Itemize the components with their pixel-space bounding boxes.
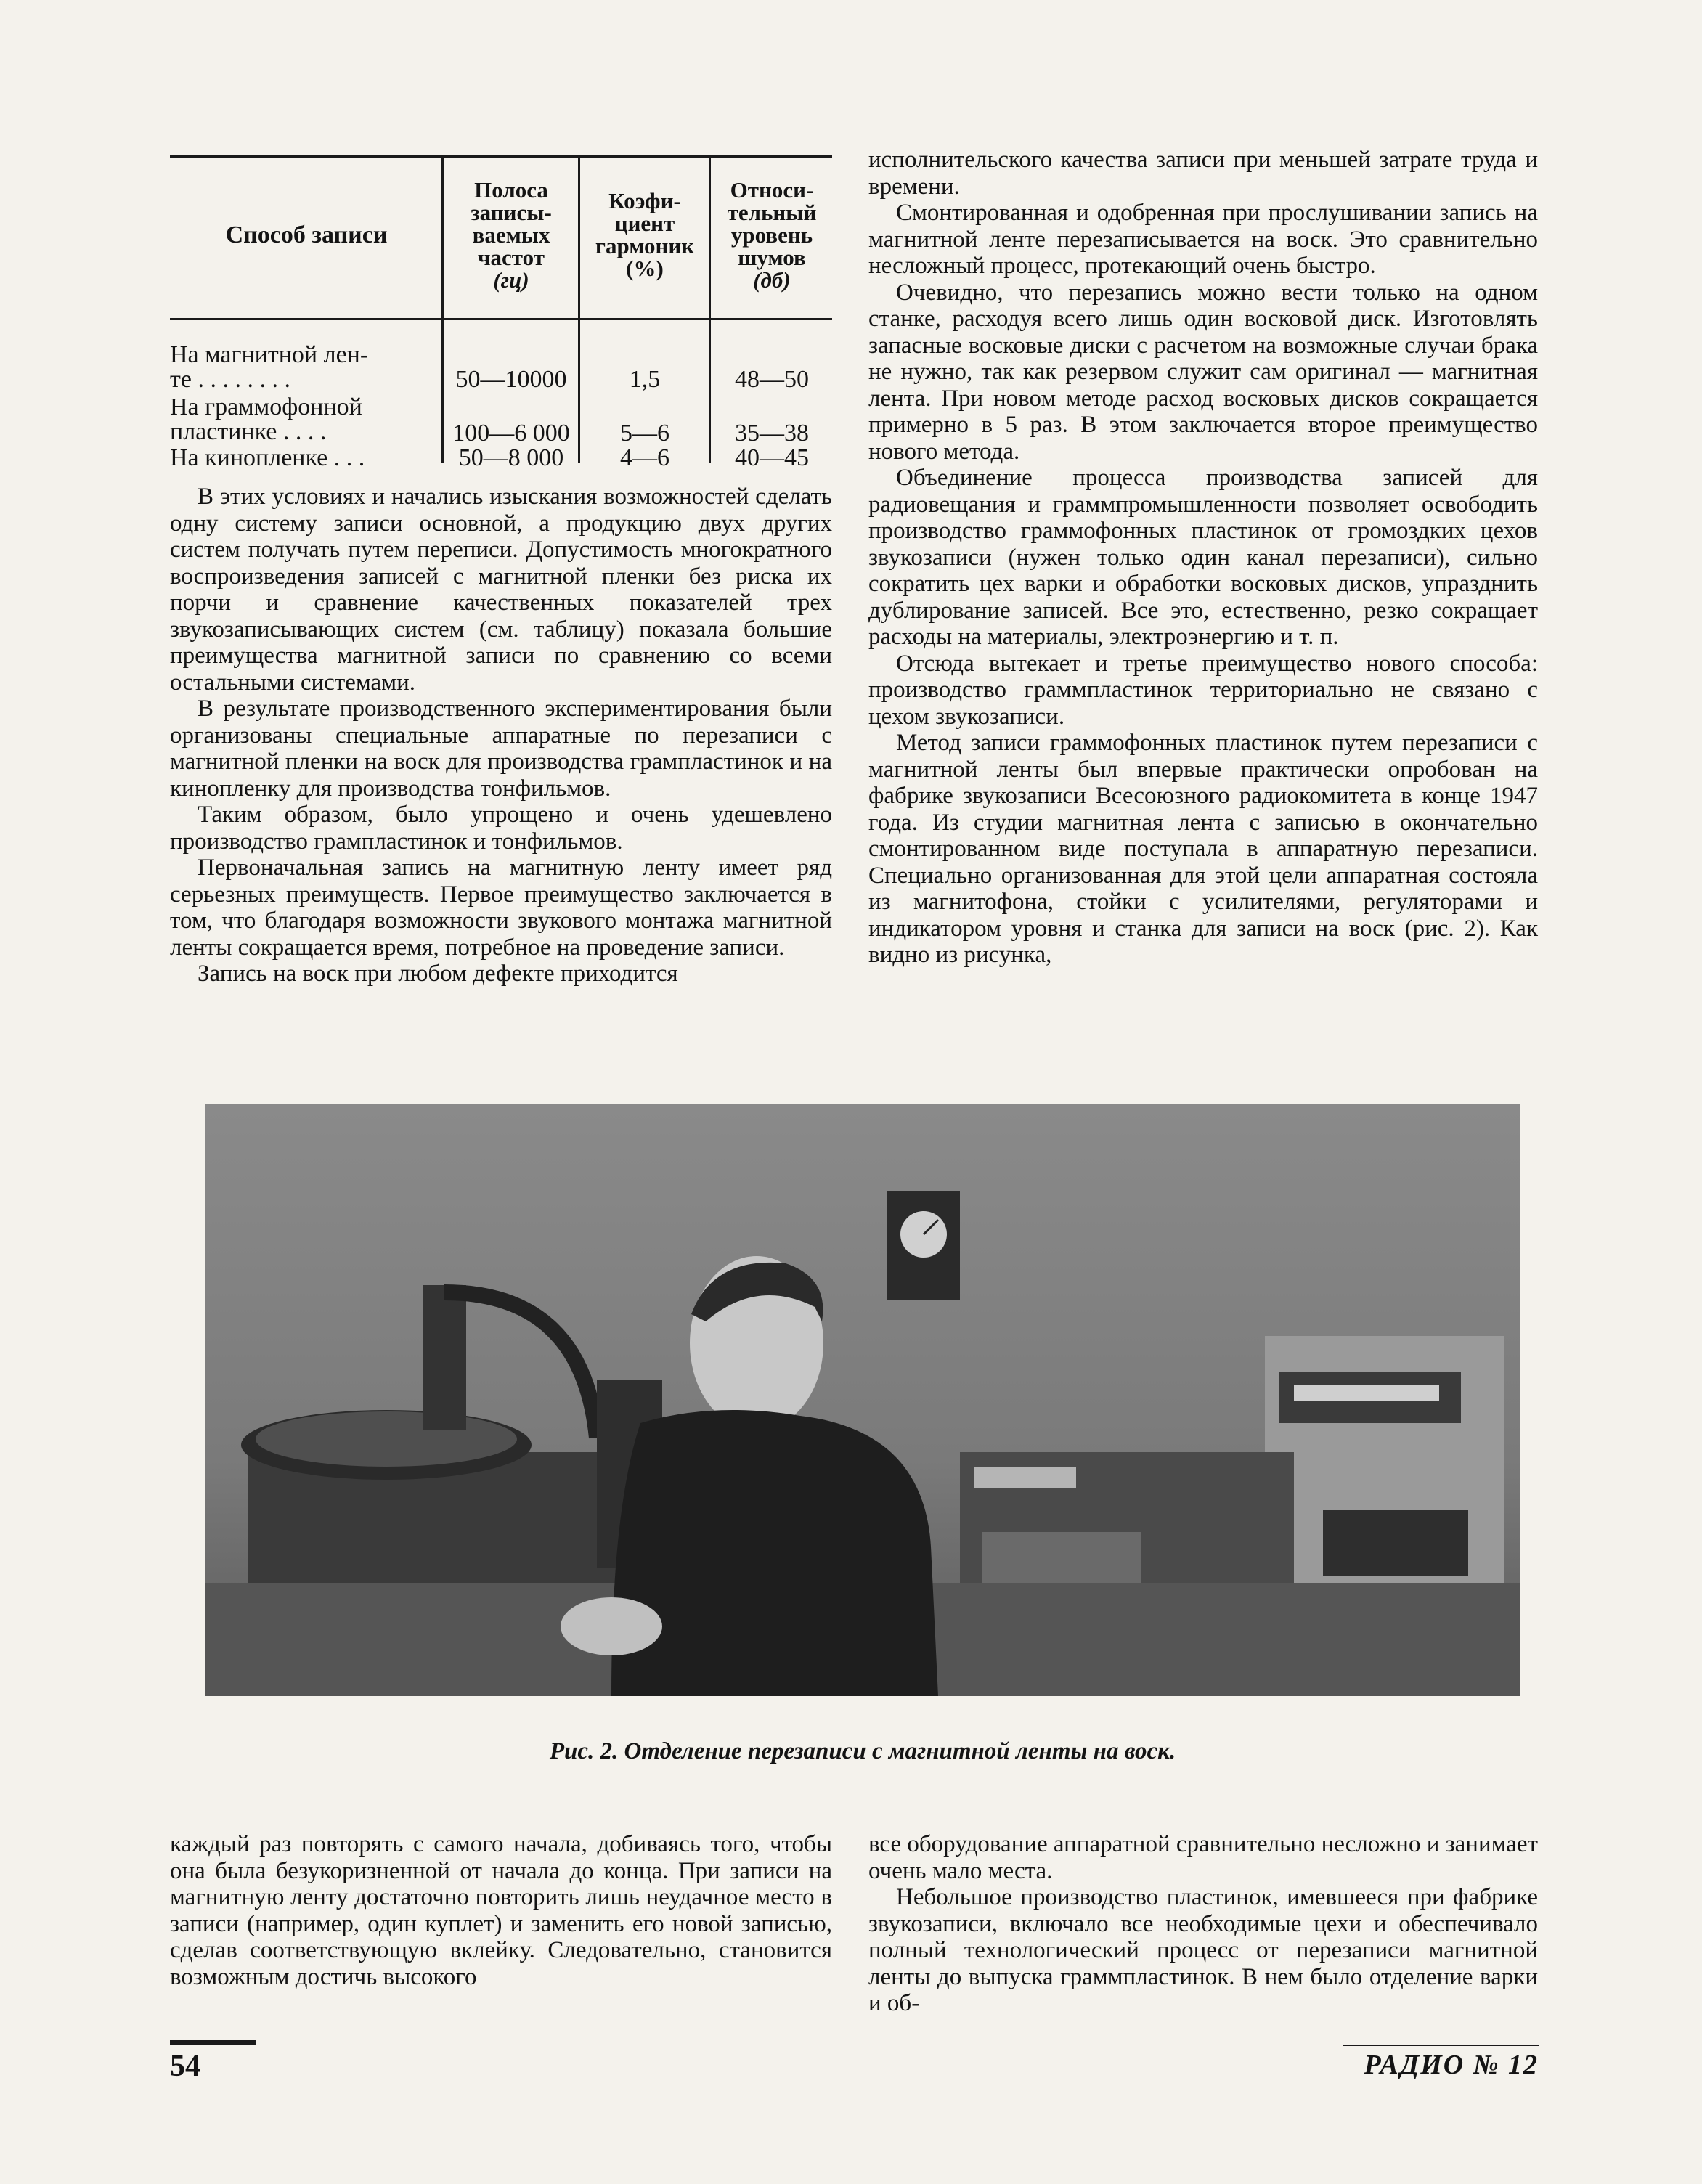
table-divider — [709, 158, 711, 463]
paragraph: исполнительского качества записи при меньшей затрате труда и времени. — [868, 147, 1538, 200]
paragraph: В этих условиях и начались изыскания возможностей сделать одну систему записи основной, а продукцию двух других систем получать путем переписи. Допустимость многократного воспроизведения записей с магнитной пленки без риска их порчи и сравнение качественных показателей трех звукозаписывающих систем (см. таблицу) показала большие преимущества магнитной записи по сравнению со всеми остальными системами. — [170, 484, 832, 696]
paragraph: Небольшое производство пластинок, имевшееся при фабрике звукозаписи, включало все необходимые цехи и обеспечивало полный технологический процесс от перезаписи магнитной ленты до выпуска граммпластинок. В нем было отделение варки и об- — [868, 1884, 1538, 2016]
paragraph: Отсюда вытекает и третье преимущество нового способа: производство граммпластинок территориально не связано с цехом звукозаписи. — [868, 650, 1538, 730]
row-name: На граммофонной пластинке . . . . — [170, 394, 362, 445]
table-divider — [441, 158, 444, 463]
right-column-top — [868, 147, 1538, 969]
paragraph: Смонтированная и одобренная при прослушивании запись на магнитной ленте перезаписывается на воск. Это сравнительно несложный процесс, протекающий очень быстро. — [868, 200, 1538, 279]
left-column-bottom — [170, 1831, 832, 1990]
row-band: 100—6 000 — [452, 420, 570, 447]
row-harmonic: 5—6 — [620, 420, 669, 447]
left-column-top — [170, 484, 832, 987]
paragraph: Таким образом, было упрощено и очень удешевлено производство грампластинок и тонфильмов. — [170, 802, 832, 855]
footer-rule-right — [1343, 2045, 1539, 2046]
row-name: На кинопленке . . . — [170, 444, 365, 471]
table-divider — [578, 158, 580, 463]
paragraph: В результате производственного экспериментирования были организованы специальные аппаратные по перезаписи с магнитной пленки на воск для производства грампластинок и на кинопленку для производства тонфильмов. — [170, 696, 832, 802]
paragraph: Очевидно, что перезапись можно вести только на одном станке, расходуя всего лишь один восковой диск. Изготовлять запасные восковые диски с расчетом на возможные случаи брака не нужно, так как резервом служит сам оригинал — магнитная лента. При новом методе расход восковых дисков сокращается примерно в 5 раз. В этом заключается второе преимущество нового метода. — [868, 279, 1538, 465]
issue-label: РАДИО № 12 — [1364, 2050, 1539, 2080]
row-band: 50—10000 — [455, 366, 567, 393]
paragraph: Запись на воск при любом дефекте приходится — [198, 961, 678, 987]
photo-caption: Рис. 2. Отделение перезаписи с магнитной ленты на воск. — [549, 1738, 1176, 1764]
row-noise: 48—50 — [735, 366, 809, 393]
right-column-bottom — [868, 1831, 1538, 2017]
row-band: 50—8 000 — [458, 444, 564, 471]
table-header — [170, 158, 832, 311]
paragraph: все оборудование аппаратной сравнительно несложно и занимает очень мало места. — [868, 1831, 1538, 1884]
header-harmonic: Коэфи- циент гармоник (%) — [595, 188, 695, 281]
paragraph: Первоначальная запись на магнитную ленту имеет ряд серьезных преимуществ. Первое преимущество заключается в том, что благодаря возможности звукового монтажа магнитной ленты сокращается время, потребное на проведение записи. — [170, 855, 832, 961]
row-noise: 35—38 — [735, 420, 809, 447]
header-band: Полоса записы- ваемых частот (гц) — [471, 176, 552, 293]
page-number: 54 — [170, 2050, 200, 2083]
paragraph: Объединение процесса производства записей для радиовещания и граммпромышленности позволяет освободить производство граммофонных пластинок от громоздких цехов звукозаписи (нужен только один канал перезаписи), сильно сократить цех варки и обработки восковых дисков, упразднить дублирование записей. Все это, естественно, резко сокращает расходы на материалы, электроэнергию и т. п. — [868, 465, 1538, 650]
row-harmonic: 1,5 — [629, 366, 661, 393]
row-harmonic: 4—6 — [620, 444, 669, 471]
header-method: Способ записи — [225, 221, 388, 248]
photo-rerecording-room — [205, 1104, 1520, 1696]
row-noise: 40—45 — [735, 444, 809, 471]
paragraph: Метод записи граммофонных пластинок путем перезаписи с магнитной ленты был впервые практически опробован на фабрике звукозаписи Всесоюзного радиокомитета в конце 1947 года. Из студии магнитная лента с записью в окончательно смонтированном виде поступала в аппаратную перезаписи. Специально организованная для этой цели аппаратная состояла из магнитофона, стойки с усилителями, регуляторами и индикатором уровня и станка для записи на воск (рис. 2). Как видно из рисунка, — [868, 730, 1538, 968]
row-name: На магнитной лен- те . . . . . . . . — [170, 341, 369, 393]
footer-rule — [170, 2040, 256, 2045]
header-noise: Относи- тельный уровень шумов (дб) — [727, 176, 817, 293]
paragraph: каждый раз повторять с самого начала, добиваясь того, чтобы она была безукоризненной от начала до конца. При записи на магнитную ленту достаточно повторить лишь неудачное место в записи (например, один куплет) и заменить его новой записью, сделав соответствующую вклейку. Следовательно, становится возможным достичь высокого — [170, 1831, 832, 1990]
table-header-rule — [170, 318, 832, 320]
